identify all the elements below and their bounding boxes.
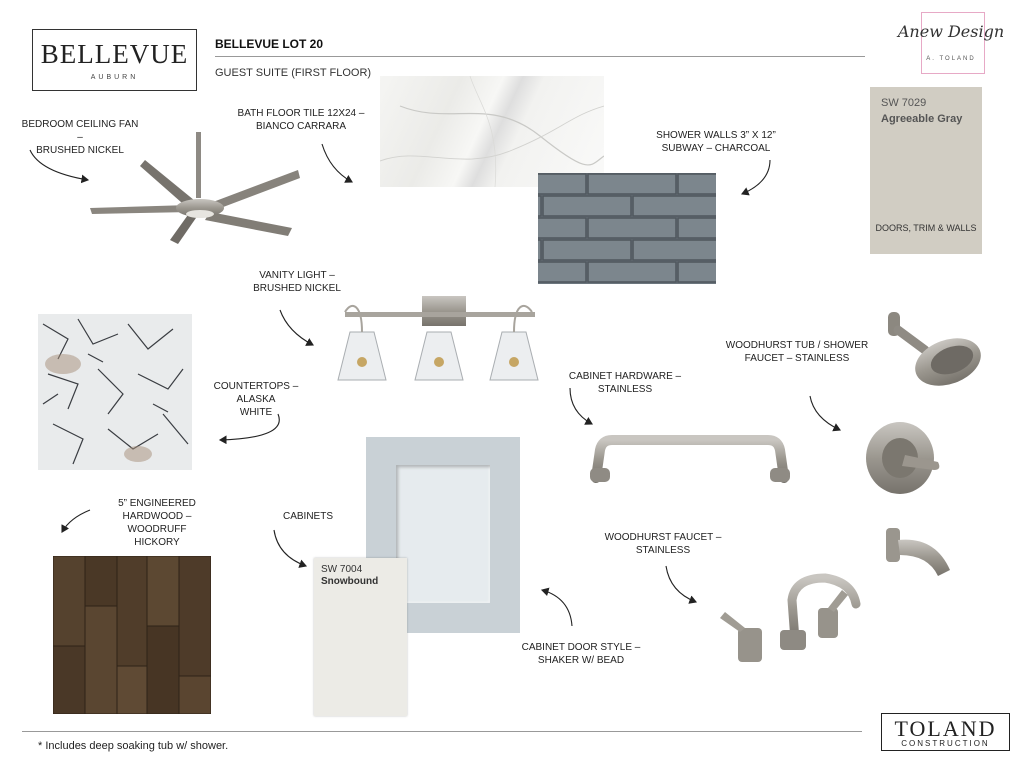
swatch-code: SW 7029 [881, 97, 927, 109]
swatch-name: Agreeable Gray [881, 113, 963, 125]
tub-spout-icon [886, 528, 950, 576]
label-line: CABINET HARDWARE – [568, 371, 682, 382]
shower-head-icon [888, 312, 987, 394]
label-line: COUNTERTOPS – ALASKA [213, 381, 299, 405]
page-title: BELLEVUE LOT 20 [215, 37, 324, 51]
label-line: SHAKER W/ BEAD [537, 655, 625, 666]
toland-construction-logo [881, 713, 1010, 751]
swatch-code: SW 7004 [321, 564, 363, 575]
swatch-use-line: WALLS [946, 223, 977, 233]
shower-valve-icon [866, 422, 939, 494]
label-line: HICKORY [134, 537, 180, 548]
builder-logo-sub: CONSTRUCTION [901, 739, 990, 748]
footer-divider [22, 731, 862, 732]
designer-logo-script: Anew Design [897, 22, 1005, 41]
ceiling-fan-icon [90, 132, 300, 244]
label-line: SUBWAY – CHARCOAL [661, 143, 771, 154]
label-line: HARDWOOD – WOODRUFF [122, 511, 192, 535]
label-line: WHITE [239, 407, 273, 418]
label-line: BEDROOM CEILING FAN – [21, 119, 139, 143]
label-line: BIANCO CARRARA [255, 121, 346, 132]
label-line: VANITY LIGHT – [259, 270, 335, 281]
page-subtitle: GUEST SUITE (FIRST FLOOR) [215, 67, 372, 79]
logo-sub-text: AUBURN [90, 74, 139, 81]
bath-faucet-icon [720, 578, 856, 662]
label-line: STAINLESS [635, 545, 691, 556]
label-line: WOODHURST TUB / SHOWER [725, 340, 869, 351]
label-line: CABINET DOOR STYLE – [521, 642, 641, 653]
label-line: BRUSHED NICKEL [253, 283, 341, 294]
swatch-name: Snowbound [321, 576, 379, 587]
label-line: CABINETS [282, 511, 333, 522]
logo-main-text: BELLEVUE [40, 39, 189, 69]
cabinet-pull-icon [590, 440, 790, 482]
footnote: * Includes deep soaking tub w/ shower. [38, 740, 229, 752]
swatch-use-line: DOORS, TRIM & [875, 223, 944, 233]
label-line: WOODHURST FAUCET – [604, 532, 722, 543]
label-line: BATH FLOOR TILE 12X24 – [237, 108, 365, 119]
label-line: BRUSHED NICKEL [36, 145, 124, 156]
label-line: STAINLESS [597, 384, 653, 395]
label-line: 5” ENGINEERED [118, 498, 196, 509]
label-line: SHOWER WALLS 3” X 12” [656, 130, 776, 141]
designer-logo-sub: A. TOLAND [926, 56, 976, 62]
builder-logo-main: TOLAND [894, 716, 997, 741]
callout-arrows [30, 144, 840, 626]
label-line: FAUCET – STAINLESS [744, 353, 850, 364]
vanity-light-icon [338, 296, 538, 380]
